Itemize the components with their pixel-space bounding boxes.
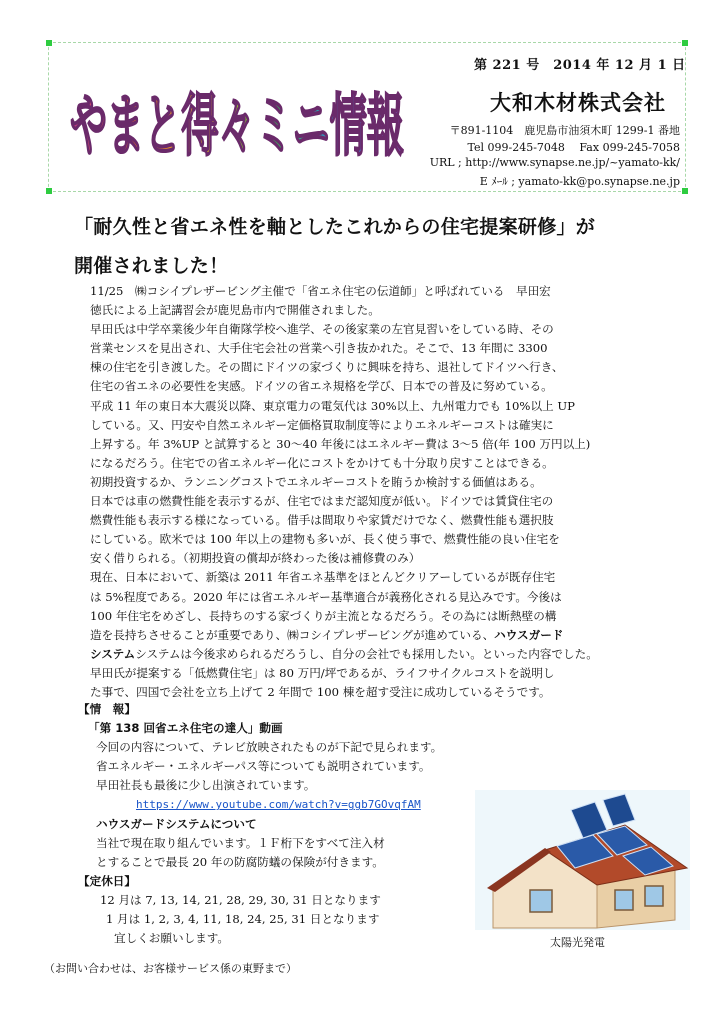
article-line: 営業センスを見出され、大手住宅会社の営業へ引き抜かれた。そこで、13 年間に 3300 xyxy=(90,341,548,356)
frame-corner-marker xyxy=(682,40,688,46)
article-line: 早田氏は中学卒業後少年自衛隊学校へ進学、その後家業の左官見習いをしている時、その xyxy=(90,322,554,337)
article-line: 早田氏が提案する「低燃費住宅」は 80 万円/坪であるが、ライフサイクルコストを説明し xyxy=(90,665,555,680)
article-line: 初期投資するか、ランニングコストでエネルギーコストを賄うか検討する価値はある。 xyxy=(90,474,542,489)
article-line xyxy=(90,645,690,664)
company-name: 大和木材株式会社 xyxy=(490,91,666,115)
article-line: 現在、日本において、新築は 2011 年省エネ基準をほとんどクリアーしているが既存住宅 xyxy=(90,570,556,585)
footer-contact-note: （お問い合わせは、お客様サービス係の東野まで） xyxy=(44,962,297,975)
solar-house-illustration xyxy=(475,790,690,930)
frame-corner-marker xyxy=(682,188,688,194)
logo-text: やまと得々ミニ情報 xyxy=(70,87,405,166)
article-line-text: 造を長持ちさせることが重要であり、㈱コシイプレザービングが進めている、 xyxy=(90,627,495,642)
window xyxy=(530,890,552,912)
emphasis-system: システム xyxy=(90,646,136,661)
emphasis-hausgard: ハウスガード xyxy=(494,627,564,642)
article-line: になるだろう。住宅での省エネルギー化にコストをかけても十分取り戻すことはできる。 xyxy=(90,455,554,470)
article-body xyxy=(90,282,690,702)
hausgard-line: とすることで最長 20 年の防腐防蟻の保険が付きます。 xyxy=(96,854,384,869)
article-line: 徳氏による上記講習会が鹿児島市内で開催されました。 xyxy=(90,303,380,318)
article-line-text: システムは今後求められるだろうし、自分の会社でも採用したい。といった内容でした。 xyxy=(135,646,598,661)
article-line: 棟の住宅を引き渡した。その間にドイツの家づくりに興味を持ち、退社してドイツへ行き、 xyxy=(90,360,564,375)
company-phone-fax: Tel 099-245-7048 Fax 099-245-7058 xyxy=(467,141,680,154)
info-line: 省エネルギー・エネルギーパス等についても説明されています。 xyxy=(96,759,431,774)
issue-date: 第 221 号 2014 年 12 月 1 日 xyxy=(474,58,686,73)
info-line: 早田社長も最後に少し出演されています。 xyxy=(96,778,316,793)
company-address: 〒891-1104 鹿児島市油須木町 1299-1 番地 xyxy=(449,124,680,137)
info-line: 今回の内容について、テレビ放映されたものが下記で見られます。 xyxy=(96,740,443,755)
article-line: にしている。欧米では 100 年以上の建物も多いが、長く使う事で、燃費性能の良い住宅を xyxy=(90,532,560,547)
newsletter-logo xyxy=(68,50,408,185)
article-line: 上昇する。年 3%UP と試算すると 30～40 年後にはエネルギー費は 3～5 倍(年 100 万円以上) xyxy=(90,436,591,451)
info-heading: 【情 報】 xyxy=(78,702,136,716)
article-line: 11/25 ㈱コシイプレザービング主催で「省エネ住宅の伝道師」と呼ばれている 早田宏 xyxy=(90,284,551,298)
headline-line-2: 開催されました！ xyxy=(74,255,229,277)
frame-corner-marker xyxy=(46,40,52,46)
illustration-caption: 太陽光発電 xyxy=(550,936,605,949)
article-line: 日本では車の燃費性能を表示するが、住宅ではまだ認知度が低い。ドイツでは賃貸住宅の xyxy=(90,494,554,509)
window xyxy=(645,886,663,906)
regards-text: 宜しくお願いします。 xyxy=(114,931,230,946)
headline-line-1: 「耐久性と省エネ性を軸としたこれからの住宅提案研修」が xyxy=(74,216,596,238)
frame-corner-marker xyxy=(46,188,52,194)
company-url: URL ; http://www.synapse.ne.jp/~yamato-kk/ xyxy=(429,156,680,169)
video-title: 「第 138 回省エネ住宅の達人」動画 xyxy=(88,721,283,736)
article-line xyxy=(90,626,690,645)
info-section xyxy=(78,700,478,948)
company-email: E ﾒｰﾙ ; yamato-kk@po.synapse.ne.jp xyxy=(479,175,680,188)
holiday-january: 1 月は 1, 2, 3, 4, 11, 18, 24, 25, 31 日となります xyxy=(106,912,380,927)
article-line: は 5%程度である。2020 年には省エネルギー基準適合が義務化される見込みです。今後は xyxy=(90,589,562,604)
holiday-december: 12 月は 7, 13, 14, 21, 28, 29, 30, 31 日となります xyxy=(100,892,381,907)
holiday-heading: 【定休日】 xyxy=(78,873,136,888)
article-line: た事で、四国で会社を立ち上げて 2 年間で 100 棟を超す受注に成功しているそうです。 xyxy=(90,684,551,699)
youtube-link[interactable]: https://www.youtube.com/watch?v=ggb7GOvqfAM xyxy=(136,798,421,812)
window xyxy=(615,890,633,910)
hausgard-line: 当社で現在取り組んでいます。１Ｆ桁下をすべて注入材 xyxy=(96,835,385,850)
article-line: 住宅の省エネの必要性を実感。ドイツの省エネ規格を学び、日本での普及に努めている。 xyxy=(90,379,553,394)
article-line: 燃費性能も表示する様になっている。借手は間取りや家賃だけでなく、燃費性能も選択肢 xyxy=(90,513,554,528)
article-line: 平成 11 年の東日本大震災以降、東京電力の電気代は 30%以上、九州電力でも 10%以上 UP xyxy=(90,398,575,413)
article-line: している。又、円安や自然エネルギー定価格買取制度等によりエネルギーコストは確実に xyxy=(90,417,554,432)
article-line: 100 年住宅をめざし、長持ちのする家づくりが主流となるだろう。その為には断熱壁の構 xyxy=(90,608,557,623)
article-line: 安く借りられる。（初期投資の償却が終わった後は補修費のみ） xyxy=(90,551,421,566)
hausgard-heading: ハウスガードシステムについて xyxy=(96,816,257,831)
